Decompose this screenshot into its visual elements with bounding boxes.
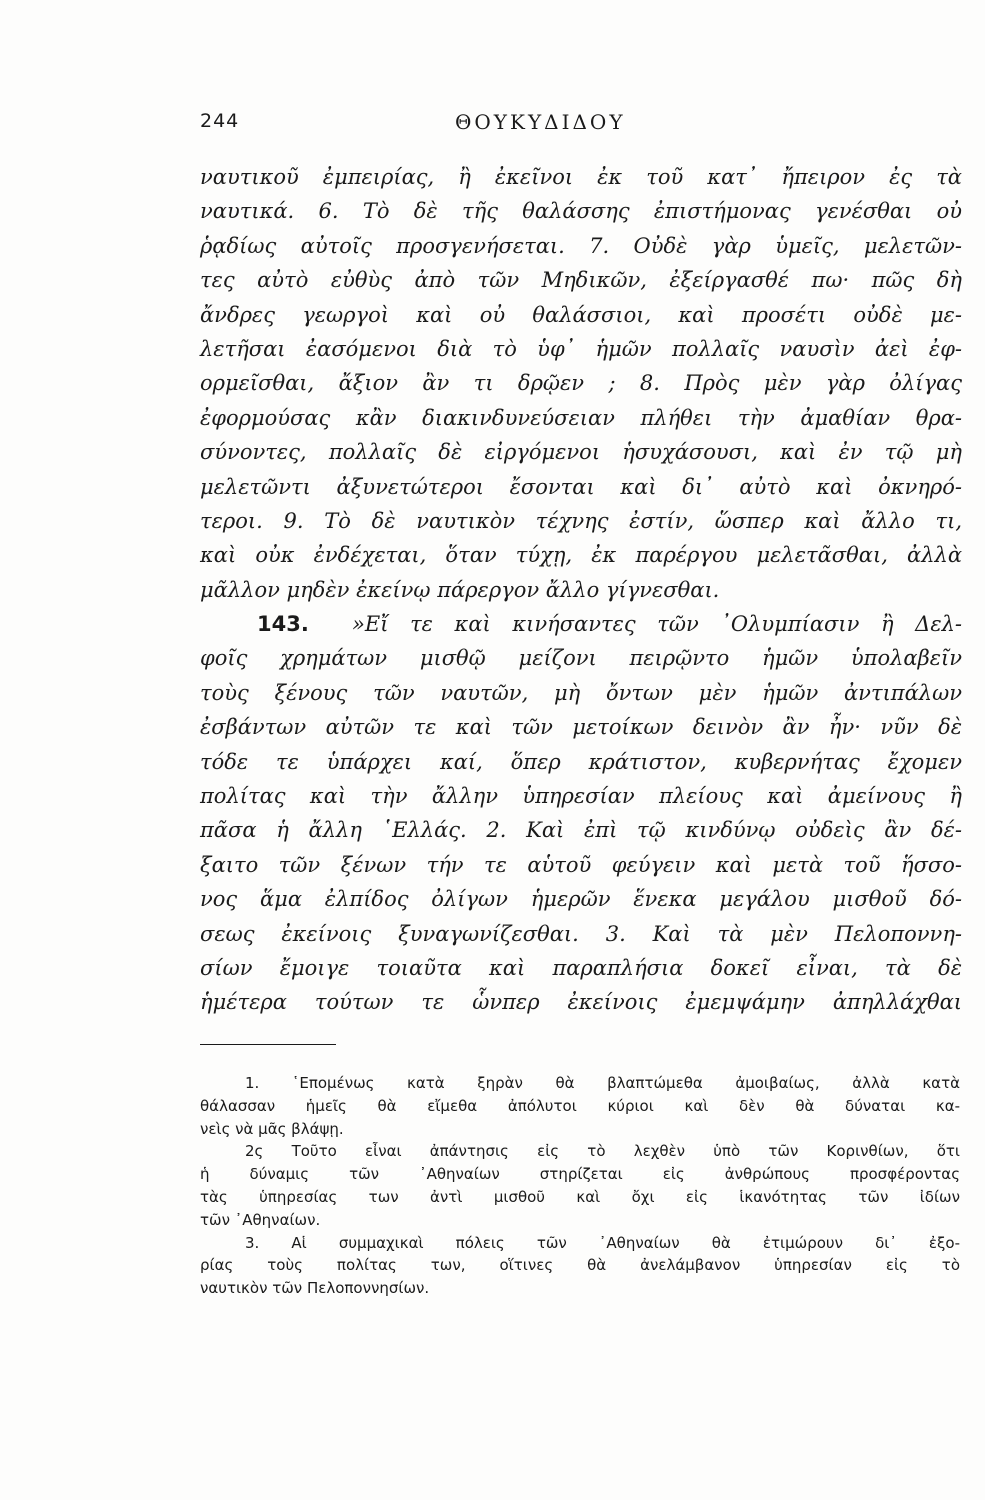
text-line: νος ἅμα ἐλπίδος ὀλίγων ἡμερῶν ἕνεκα μεγάλου μισθοῦ δό- bbox=[200, 887, 962, 912]
text-line: τες αὐτὸ εὐθὺς ἀπὸ τῶν Μηδικῶν, ἐξείργασθέ πω· πῶς δὴ bbox=[200, 268, 962, 293]
page-number: 244 bbox=[200, 110, 240, 132]
footnote-2-line: ἡ δύναμις τῶν ᾽Αθηναίων στηρίζεται εἰς ἀνθρώπους προσφέροντας bbox=[200, 1165, 960, 1184]
text-line: λετῆσαι ἐασόμενοι διὰ τὸ ὑφ᾽ ἡμῶν πολλαῖς ναυσὶν ἀεὶ ἐφ- bbox=[200, 336, 962, 361]
footnote-divider bbox=[200, 1044, 336, 1045]
footnotes bbox=[200, 1072, 960, 1300]
text-line: ορμεῖσθαι, ἄξιον ἂν τι δρῷεν ; 8. Πρὸς μὲν γὰρ ὀλίγας bbox=[200, 371, 962, 396]
text-line: ξαιτο τῶν ξένων τήν τε αὑτοῦ φεύγειν καὶ μετὰ τοῦ ἥσσο- bbox=[200, 852, 962, 877]
chapter-start-line bbox=[200, 607, 962, 641]
text-line: ναυτικά. 6. Τὸ δὲ τῆς θαλάσσης ἐπιστήμονας γενέσθαι οὐ bbox=[200, 199, 962, 224]
text-line: τεροι. 9. Τὸ δὲ ναυτικὸν τέχνης ἐστίν, ὥσπερ καὶ ἄλλο τι, bbox=[200, 508, 962, 533]
footnote-1-line: νεὶς νὰ μᾶς βλάψῃ. bbox=[200, 1119, 344, 1138]
text-line: τόδε τε ὑπάρχει καί, ὅπερ κράτιστον, κυβερνήτας ἔχομεν bbox=[200, 749, 962, 774]
text-line: ἐφορμούσας κἂν διακινδυνεύσειαν πλήθει τὴν ἀμαθίαν θρα- bbox=[200, 405, 962, 430]
text-line: καὶ οὐκ ἐνδέχεται, ὅταν τύχῃ, ἐκ παρέργου μελετᾶσθαι, ἀλλὰ bbox=[200, 543, 962, 568]
text-line: πᾶσα ἡ ἄλλη ῾Ελλάς. 2. Καὶ ἐπὶ τῷ κινδύνῳ οὐδεὶς ἂν δέ- bbox=[200, 818, 962, 843]
text-line: φοῖς χρημάτων μισθῷ μείζονι πειρῷντο ἡμῶν ὑπολαβεῖν bbox=[200, 646, 962, 671]
text-line: σύνοντες, πολλαῖς δὲ εἰργόμενοι ἡσυχάσουσι, καὶ ἐν τῷ μὴ bbox=[200, 440, 962, 465]
footnote-1-line: θάλασσαν ἡμεῖς θὰ εἴμεθα ἀπόλυτοι κύριοι καὶ δὲν θὰ δύναται κα- bbox=[200, 1096, 960, 1115]
text-line: ῥᾳδίως αὐτοῖς προσγενήσεται. 7. Οὐδὲ γὰρ ὑμεῖς, μελετῶν- bbox=[200, 233, 962, 258]
footnote-2-line: τῶν ᾽Αθηναίων. bbox=[200, 1210, 321, 1229]
text-line: σεως ἐκείνοις ξυναγωνίζεσθαι. 3. Καὶ τὰ μὲν Πελοποννη- bbox=[200, 921, 962, 946]
footnote-3-line: ρίας τοὺς πολίτας των, οἵτινες θὰ ἀνελάμβανον ὑπηρεσίαν εἰς τὸ bbox=[200, 1256, 960, 1275]
main-text bbox=[200, 160, 962, 1020]
text-line: πολίτας καὶ τὴν ἄλλην ὑπηρεσίαν πλείους καὶ ἀμείνους ἢ bbox=[200, 784, 962, 809]
text-line: ἡμέτερα τούτων τε ὧνπερ ἐκείνοις ἐμεμψάμην ἀπηλλάχθαι bbox=[200, 990, 962, 1015]
running-title: ΘΟΥΚΥΔΙΔΟΥ bbox=[455, 110, 626, 134]
text-line: τοὺς ξένους τῶν ναυτῶν, μὴ ὄντων μὲν ἡμῶν ἀντιπάλων bbox=[200, 680, 962, 705]
text-line: ἄνδρες γεωργοὶ καὶ οὐ θαλάσσιοι, καὶ προσέτι οὐδὲ με- bbox=[200, 302, 962, 327]
footnote-3-line: ναυτικὸν τῶν Πελοποννησίων. bbox=[200, 1279, 430, 1298]
footnote-3-line: 3. Αἱ συμμαχικαὶ πόλεις τῶν ᾽Αθηναίων θὰ ἐτιμώρουν δι᾽ ἐξο- bbox=[245, 1233, 960, 1252]
text-line: μελετῶντι ἀξυνετώτεροι ἔσονται καὶ δι᾽ αὐτὸ καὶ ὀκνηρό- bbox=[200, 474, 962, 499]
chapter-number: 143. bbox=[257, 612, 309, 637]
text-line: μᾶλλον μηδὲν ἐκείνῳ πάρεργον ἄλλο γίγνεσθαι. bbox=[200, 577, 720, 602]
chapter-first-line-text: »Εἴ τε καὶ κινήσαντες τῶν ᾽Ολυμπίασιν ἢ Δελ- bbox=[352, 612, 962, 637]
footnote-2-line: 2ς Τοῦτο εἶναι ἀπάντησις εἰς τὸ λεχθὲν ὑπὸ τῶν Κορινθίων, ὅτι bbox=[245, 1142, 960, 1161]
text-line: σίων ἔμοιγε τοιαῦτα καὶ παραπλήσια δοκεῖ εἶναι, τὰ δὲ bbox=[200, 955, 962, 980]
text-line: ναυτικοῦ ἐμπειρίας, ἢ ἐκεῖνοι ἐκ τοῦ κατ᾽ ἤπειρον ἐς τὰ bbox=[200, 165, 962, 189]
footnote-1-line: 1. ῾Επομένως κατὰ ξηρὰν θὰ βλαπτώμεθα ἀμοιβαίως, ἀλλὰ κατὰ bbox=[245, 1074, 960, 1092]
page-header bbox=[200, 110, 960, 144]
footnote-2-line: τὰς ὑπηρεσίας των ἀντὶ μισθοῦ καὶ ὄχι εἰς ἱκανότητας τῶν ἰδίων bbox=[200, 1187, 960, 1206]
text-line: ἐσβάντων αὐτῶν τε καὶ τῶν μετοίκων δεινὸν ἂν ἦν· νῦν δὲ bbox=[200, 715, 962, 740]
